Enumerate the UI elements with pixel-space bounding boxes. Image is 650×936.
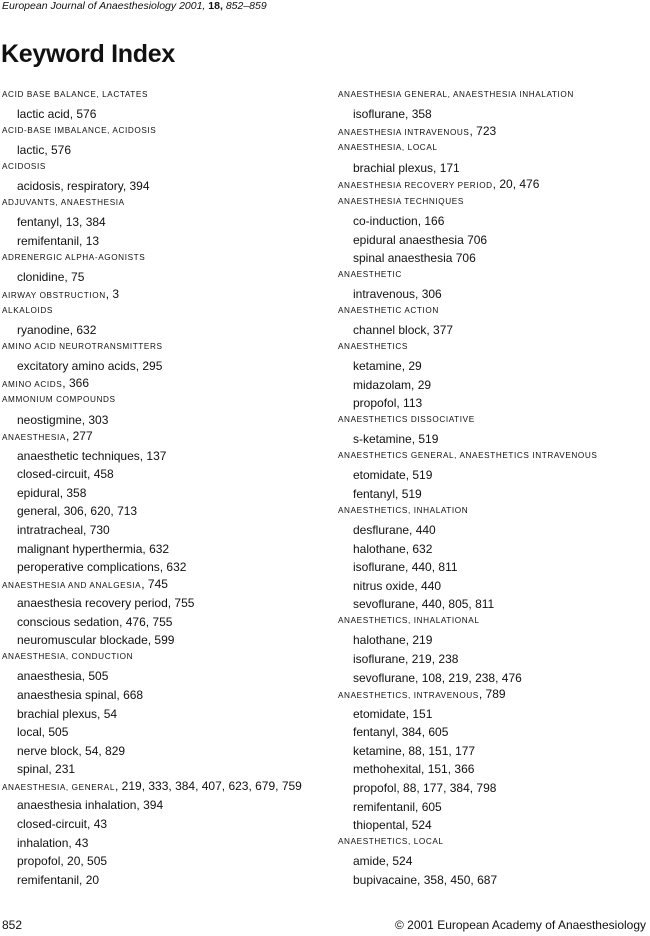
index-heading-pages: , 277 (65, 429, 93, 444)
index-heading-pages: , 723 (469, 123, 497, 138)
index-heading-text: ANAESTHETICS, INTRAVENOUS (338, 691, 479, 701)
index-subentry: lactic acid, 576 (17, 107, 97, 122)
index-subentry: closed-circuit, 458 (17, 467, 114, 482)
index-heading-text: ANAESTHETICS, INHALATION (338, 505, 469, 515)
index-heading (2, 251, 322, 268)
index-entry (338, 449, 650, 504)
index-heading (338, 504, 650, 521)
index-subentry: anaesthesia recovery period, 755 (17, 596, 195, 611)
index-subentry: intravenous, 306 (353, 287, 442, 302)
index-subentry: ryanodine, 632 (17, 323, 97, 338)
index-heading (338, 124, 650, 141)
index-heading (2, 304, 322, 321)
index-subentry: isoflurane, 440, 811 (353, 560, 458, 575)
index-entry (338, 687, 650, 835)
index-heading (338, 195, 650, 212)
index-heading (338, 687, 650, 704)
index-subentry: intratracheal, 730 (17, 523, 110, 538)
index-entry (338, 195, 650, 268)
index-heading-text: ANAESTHESIA, LOCAL (338, 143, 438, 153)
index-heading (2, 340, 322, 357)
index-subentry: conscious sedation, 476, 755 (17, 614, 173, 629)
index-subentry: inhalation, 43 (17, 835, 89, 850)
index-heading-text: ANAESTHETICS (338, 341, 408, 351)
index-subentry: desflurane, 440 (353, 523, 436, 538)
index-subentry: ketamine, 88, 151, 177 (353, 743, 476, 758)
index-subentry: propofol, 20, 505 (17, 854, 108, 869)
journal-name: European Journal of Anaesthesiology (2, 0, 177, 12)
index-heading-text: ANAESTHETICS DISSOCIATIVE (338, 415, 475, 425)
index-subentry: anaesthesia inhalation, 394 (17, 798, 164, 813)
index-subentry: remifentanil, 605 (353, 799, 442, 814)
index-heading (2, 376, 322, 393)
index-entry (2, 304, 322, 340)
index-subentry: halothane, 219 (353, 633, 433, 648)
index-entry (2, 287, 322, 304)
index-heading (2, 124, 322, 141)
index-subentry: isoflurane, 219, 238 (353, 651, 459, 666)
index-subentry: etomidate, 519 (353, 468, 433, 483)
index-subentry: fentanyl, 13, 384 (17, 215, 106, 230)
index-subentry: brachial plexus, 54 (17, 706, 118, 721)
index-heading-text: AMMONIUM COMPOUNDS (2, 395, 116, 405)
index-subentry: halothane, 632 (353, 541, 433, 556)
index-heading (338, 340, 650, 357)
journal-pages: 852–859 (225, 0, 267, 12)
index-subentry: peroperative complications, 632 (17, 560, 187, 575)
index-heading (338, 614, 650, 631)
index-heading-text: ADJUVANTS, ANAESTHESIA (2, 197, 125, 207)
index-subentry: methohexital, 151, 366 (353, 762, 475, 777)
page-number: 852 (2, 918, 23, 932)
index-heading (2, 287, 322, 304)
index-heading (338, 835, 650, 852)
index-heading-text: AMINO ACIDS (2, 379, 63, 389)
index-subentry: epidural, 358 (17, 485, 87, 500)
index-subentry: closed-circuit, 43 (17, 816, 108, 831)
index-heading (2, 577, 322, 594)
index-heading-pages: , 366 (62, 375, 89, 390)
index-subentry: etomidate, 151 (353, 706, 433, 721)
index-subentry: spinal anaesthesia 706 (353, 251, 476, 266)
index-entry (2, 779, 322, 889)
index-subentry: malignant hyperthermia, 632 (17, 541, 170, 556)
index-entry (2, 160, 322, 196)
index-subentry: amide, 524 (353, 854, 413, 869)
index-heading-text: AIRWAY OBSTRUCTION (2, 290, 106, 300)
index-heading (338, 88, 650, 105)
index-heading-text: ALKALOIDS (2, 305, 53, 315)
index-entry (2, 429, 322, 577)
index-heading-text: AMINO ACID NEUROTRANSMITTERS (2, 341, 163, 351)
index-heading-text: ANAESTHESIA TECHNIQUES (338, 196, 464, 206)
index-subentry: lactic, 576 (17, 143, 72, 158)
index-entry (338, 177, 650, 194)
index-subentry: channel block, 377 (353, 323, 454, 338)
index-entry (2, 340, 322, 376)
index-subentry: anaesthesia, 505 (17, 669, 109, 684)
index-heading-text: ANAESTHESIA, CONDUCTION (2, 651, 134, 661)
index-subentry: propofol, 113 (353, 396, 423, 411)
index-heading-pages: , 20, 476 (492, 177, 540, 192)
index-entry (338, 340, 650, 413)
index-heading-text: ADRENERGIC ALPHA-AGONISTS (2, 252, 146, 262)
index-subentry: isoflurane, 358 (353, 107, 432, 122)
index-subentry: co-induction, 166 (353, 214, 445, 229)
index-heading-text: ANAESTHESIA AND ANALGESIA (2, 580, 142, 590)
index-heading-text: ANAESTHETIC ACTION (338, 305, 439, 315)
index-subentry: ketamine, 29 (353, 359, 422, 374)
index-heading-text: ANAESTHESIA, GENERAL (2, 782, 116, 792)
index-entry (2, 251, 322, 287)
index-heading (2, 196, 322, 213)
index-column-left (2, 88, 322, 889)
page-title: Keyword Index (1, 40, 175, 68)
index-heading (338, 304, 650, 321)
index-entry (338, 304, 650, 340)
index-subentry: propofol, 88, 177, 384, 798 (353, 780, 497, 795)
index-subentry: clonidine, 75 (17, 269, 85, 284)
index-heading (2, 393, 322, 410)
index-entry (338, 504, 650, 614)
index-heading-text: ACID-BASE IMBALANCE, ACIDOSIS (2, 125, 157, 135)
index-heading (338, 413, 650, 430)
index-subentry: brachial plexus, 171 (353, 160, 460, 175)
index-heading-pages: , 789 (478, 687, 506, 702)
index-subentry: thiopental, 524 (353, 818, 432, 833)
index-subentry: sevoflurane, 108, 219, 238, 476 (353, 670, 522, 685)
index-subentry: remifentanil, 20 (17, 872, 100, 887)
index-heading (2, 779, 322, 796)
index-subentry: local, 505 (17, 725, 69, 740)
index-heading-text: ANAESTHESIA INTRAVENOUS (338, 127, 470, 137)
index-heading-text: ANAESTHESIA GENERAL, ANAESTHESIA INHALATION (338, 90, 574, 99)
index-heading-text: ACIDOSIS (2, 161, 46, 171)
index-subentry: nitrus oxide, 440 (353, 578, 442, 593)
index-subentry: general, 306, 620, 713 (17, 504, 138, 519)
index-heading (338, 141, 650, 158)
journal-citation (2, 0, 267, 12)
index-subentry: spinal, 231 (17, 762, 76, 777)
index-subentry: nerve block, 54, 829 (17, 743, 126, 758)
index-subentry: remifentanil, 13 (17, 233, 100, 248)
copyright-notice: © 2001 European Academy of Anaesthesiology (394, 918, 646, 932)
index-heading-text: ANAESTHESIA RECOVERY PERIOD (338, 181, 493, 191)
index-entry (338, 268, 650, 304)
index-heading (2, 650, 322, 667)
index-subentry: neuromuscular blockade, 599 (17, 633, 175, 648)
index-entry (2, 376, 322, 393)
index-entry (2, 393, 322, 429)
index-heading-text: ANAESTHETICS, INHALATIONAL (338, 615, 480, 625)
index-entry (2, 650, 322, 779)
index-entry (338, 141, 650, 177)
index-heading-pages: , 219, 333, 384, 407, 623, 679, 759 (115, 778, 302, 793)
index-subentry: epidural anaesthesia 706 (353, 232, 488, 247)
index-subentry: excitatory amino acids, 295 (17, 359, 163, 374)
index-heading-text: ANAESTHETICS GENERAL, ANAESTHETICS INTRAVENOUS (338, 451, 598, 461)
index-heading (2, 88, 322, 105)
journal-volume: 18, (208, 0, 223, 12)
index-entry (2, 196, 322, 251)
index-heading-pages: , 3 (105, 286, 120, 301)
index-heading (2, 160, 322, 177)
index-heading (338, 268, 650, 285)
index-subentry: s-ketamine, 519 (353, 432, 439, 447)
index-heading (338, 177, 650, 194)
index-heading-text: ACID BASE BALANCE, LACTATES (2, 90, 149, 99)
index-entry (2, 124, 322, 160)
journal-year: 2001, (179, 0, 206, 12)
index-subentry: fentanyl, 519 (353, 487, 422, 502)
index-entry (2, 577, 322, 650)
index-subentry: fentanyl, 384, 605 (353, 725, 449, 740)
index-subentry: anaesthesia spinal, 668 (17, 687, 144, 702)
index-subentry: bupivacaine, 358, 450, 687 (353, 872, 498, 887)
index-heading-text: ANAESTHETICS, LOCAL (338, 836, 444, 846)
index-subentry: acidosis, respiratory, 394 (17, 179, 150, 194)
index-entry (338, 413, 650, 449)
index-entry (338, 124, 650, 141)
index-entry (2, 88, 322, 124)
index-heading-text: ANAESTHETIC (338, 269, 402, 279)
index-entry (338, 88, 650, 124)
index-subentry: sevoflurane, 440, 805, 811 (353, 597, 495, 612)
index-subentry: anaesthetic techniques, 137 (17, 448, 167, 463)
index-heading (338, 449, 650, 466)
index-subentry: midazolam, 29 (353, 377, 432, 392)
index-subentry: neostigmine, 303 (17, 412, 109, 427)
index-heading (2, 429, 322, 446)
index-entry (338, 614, 650, 687)
index-column-right (338, 88, 650, 889)
index-heading-text: ANAESTHESIA (2, 433, 66, 443)
index-entry (338, 835, 650, 890)
index-heading-pages: , 745 (141, 576, 168, 591)
